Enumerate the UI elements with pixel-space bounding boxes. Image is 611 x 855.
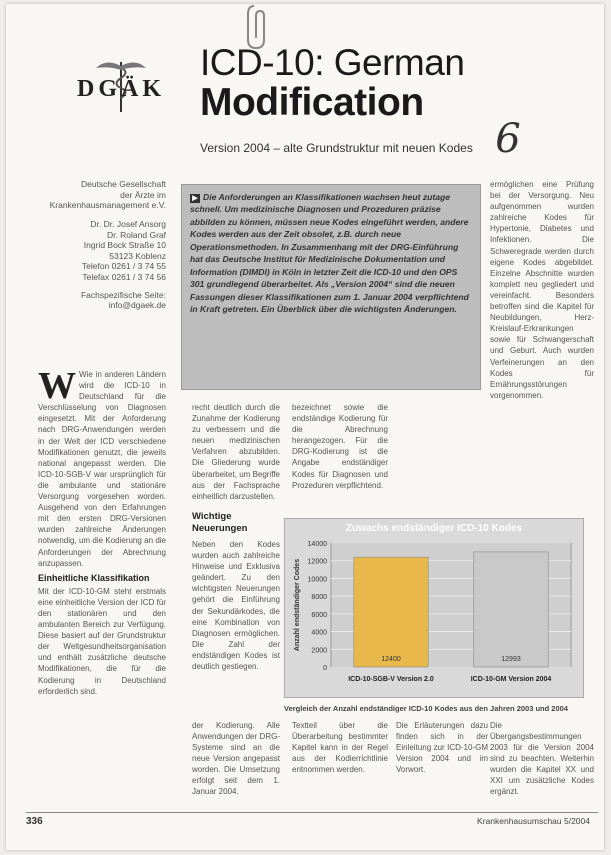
abstract-text: Die Anforderungen an Klassifikationen wachsen heut zutage schnell. Um medizinische Diagnosen und Prozeduren präzise abbilden zu können, müssen neue Kodes eingeführt werden, andere Kodes werden aus der Zeit obsolet, z.B. durch neue Operationsmethoden. In Zusammenhang mit der DRG-Einführung hat das Deutsche Institut für Medizinische Dokumentation und Information (DIMDI) in Köln in letzter Zeit die ICD-10 und den OPS 301 grundlegend überarbeitet. Als „Version 2004“ sind die neuen Fassungen dieser Klassifikationen zum 1. Januar 2004 verpflichtend in Kraft getreten. Ein Überblick über die wichtigsten Änderungen. xyxy=(190,192,469,315)
body-column-2 xyxy=(192,402,280,510)
svg-text:6: 6 xyxy=(495,116,521,160)
body-column-1 xyxy=(38,369,166,789)
col2-text: recht deutlich durch die Zunahme der Kodierung zu verbessern und die neuen medizinischen Verfahren abzubilden. Die Gliederung wurde überarbeitet, um Begriffe aus der Fachsprache einheitlich darzustellen. xyxy=(192,403,280,501)
page-number: 336 xyxy=(26,816,43,827)
y-tick-label: 12000 xyxy=(307,558,327,566)
x-category-label: ICD-10-GM Version 2004 xyxy=(470,676,552,683)
y-tick-label: 14000 xyxy=(307,541,327,548)
bottom-column-3: Die Erläuterungen dazu finden sich in der Einleitung zur ICD-10-GM Version 2004 und im Vorwort. xyxy=(396,721,488,774)
bar xyxy=(474,552,548,667)
org-address-4: 53123 Koblenz xyxy=(109,250,166,261)
bar xyxy=(354,557,428,667)
abstract-box xyxy=(181,184,481,390)
body-column-3 xyxy=(292,402,388,510)
chart-caption: Vergleich der Anzahl endständiger ICD-10 Kodes aus den Jahren 2003 und 2004 xyxy=(284,704,568,713)
subtitle: Version 2004 – alte Grundstruktur mit neuen Kodes xyxy=(200,141,473,155)
col1-rest: Mit der ICD-10-GM steht erstmals eine einheitliche Version der ICD für den stationären und den ambulanten Bereich zur Verfügung. Diese basiert auf der Grundstruktur der Weltgesundheitsorganisation und enthält zusätzliche deutsche Modifikationen, die für die Kodierung in Deutschland erforderlich sind. xyxy=(38,586,166,696)
bar-data-label: 12400 xyxy=(381,656,401,663)
title-line-1: ICD-10: German xyxy=(200,42,465,83)
org-address-1: Dr. Dr. Josef Ansorg xyxy=(90,218,166,229)
y-tick-label: 0 xyxy=(323,665,327,672)
org-contact-1: Fachspezifische Seite: xyxy=(80,289,166,300)
section-heading-einheitliche: Einheitliche Klassifikation xyxy=(38,572,150,583)
organization-info xyxy=(26,179,166,311)
org-name-3: Krankenhausmanagement e.V. xyxy=(49,200,166,211)
y-axis-label: Anzahl endständiger Codes xyxy=(294,558,301,652)
org-name-1: Deutsche Gesellschaft xyxy=(80,179,166,189)
y-tick-label: 10000 xyxy=(307,576,327,584)
chart-plot xyxy=(285,519,585,699)
col4-text: ermöglichen eine Prüfung bei der Versorgung. Neu aufgenommen wurden zahlreiche Kodes für Hypertonie, Diabetes und Infektionen. Die Schweregrade werden durch eigene Kodes abgebildet. Einzelne Abschnitte wurden komplett neu gegliedert und vereinfacht. Besonders betroffen sind die Kapitel für Neubildungen, Herz-Kreislauf-Erkrankungen sowie für Schwangerschaft und Geburt. Auch wurden Verfeinerungen an den Kodes für Ernährungsstörungen vorgenommen. xyxy=(490,180,594,400)
bottom-column-2: Textteil über die Überarbeitung bestimmter Kapitel kann in der Regel aus der Kodierrichtlinie entnommen werden. xyxy=(292,721,388,774)
arrow-icon: ▶ xyxy=(190,194,200,203)
org-address-6: Telefax 0261 / 3 74 56 xyxy=(82,272,166,282)
x-category-label: ICD-10-SGB-V Version 2.0 xyxy=(348,676,434,683)
title-line-2: Modification xyxy=(200,81,424,124)
org-name-2: der Ärzte im xyxy=(120,189,166,200)
col1-intro: Wie in anderen Ländern wird die ICD-10 in Deutschland für die Verschlüsselung von Diagnosen eingesetzt. Mit der Anforderung nach DRG-Anwendungen werden in der Welt der ICD verschiedene Modifikationen genutzt, die jeweils national angepasst werden. Die ICD-10-SGB-V war ursprünglich für die ambulante und stationäre Versorgung vorgesehen worden. Ausgehend von den Erfahrungen mit den ersten DRG-Versionen wurden zahlreiche Änderungen notwendig, um die Kodierung an die Anforderungen der Abrechnung anzupassen. xyxy=(38,370,166,568)
bottom-column-1: der Kodierung. Alle Anwendungen der DRG-Systeme sind an die neue Version angepasst worden. Die Umsetzung erfolgt seit dem 1. Januar 2004. xyxy=(192,721,280,796)
dgaek-logo xyxy=(66,54,176,116)
col3-text: bezeichnet sowie die endständige Kodierung für die Abrechnung herangezogen. Für die DRG-Kodierung ist die Angabe endständiger Kodes für Diagnosen und Prozeduren verpflichtend. xyxy=(292,403,388,490)
org-address-2: Dr. Roland Graf xyxy=(106,229,166,240)
y-tick-label: 8000 xyxy=(311,594,327,602)
bar-chart xyxy=(284,518,584,698)
chart-title: Zuwachs endständiger ICD-10 Kodes xyxy=(345,523,523,534)
org-address-5: Telefon 0261 / 3 74 55 xyxy=(81,261,166,272)
bar-data-label: 12993 xyxy=(501,656,521,663)
footer-rule xyxy=(26,812,598,813)
y-tick-label: 2000 xyxy=(311,647,327,655)
org-address-3: Ingrid Bock Straße 10 xyxy=(83,240,166,251)
bottom-column-4: Die Übergangsbestimmungen 2003 für die Version 2004 sind zu beachten. Weiterhin wurden die Kapitel XX und XXI um zusätzliche Kodes ergänzt. xyxy=(490,721,594,796)
body-column-2b xyxy=(192,539,280,719)
col2b-text: Neben den Kodes wurden auch zahlreiche Hinweise und Exklusiva geändert. Zu den wichtigsten Neuerungen gehört die Einführung der Sekundärkodes, die eine Kombination von Diagnosen ermöglichen. Die Zahl der endständigen Kodes ist deutlich gestiegen. xyxy=(192,540,280,672)
section-heading-neuerungen: Wichtige Neuerungen xyxy=(192,511,248,534)
drop-cap: W xyxy=(38,369,76,407)
journal-name: Krankenhausumschau 5/2004 xyxy=(477,816,590,826)
page xyxy=(6,4,604,850)
handwritten-mark xyxy=(490,114,526,160)
logo-text: DGÄK xyxy=(77,76,165,102)
y-tick-label: 6000 xyxy=(311,611,327,619)
org-contact-2: info@dgaek.de xyxy=(108,300,166,311)
y-tick-label: 4000 xyxy=(311,629,327,637)
page-title xyxy=(200,44,530,122)
